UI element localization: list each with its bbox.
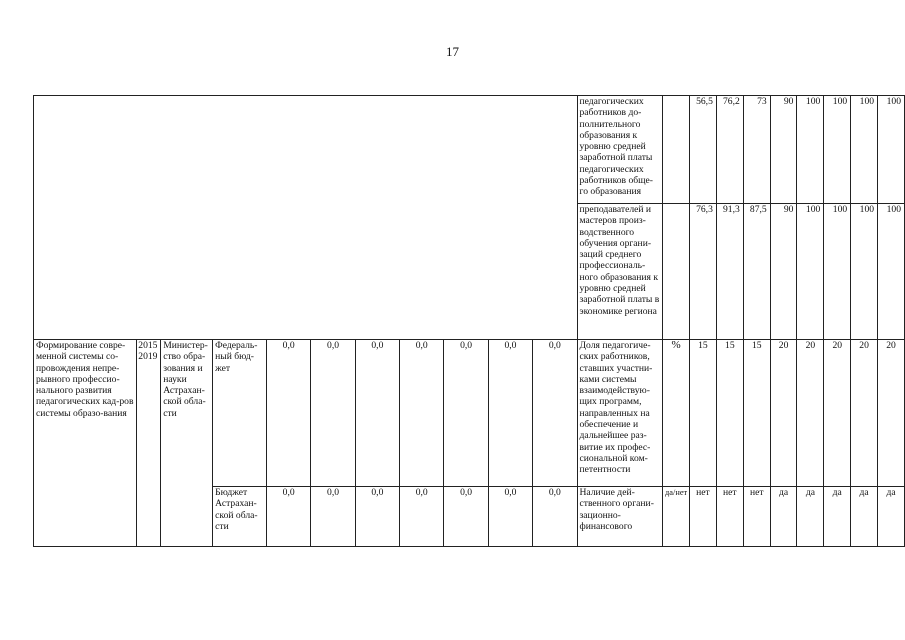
year-end: 2019 [138, 351, 158, 363]
table-row [34, 96, 905, 204]
table-row [34, 340, 905, 487]
funding-cell: 0,0 [444, 487, 488, 547]
value-cell: 20 [878, 340, 905, 487]
funding-cell: 0,0 [266, 487, 310, 547]
funding-cell: 0,0 [488, 487, 532, 547]
value-cell: да [824, 487, 851, 547]
period-cell [137, 340, 161, 547]
value-cell: 73 [743, 96, 770, 204]
value-cell: нет [716, 487, 743, 547]
value-cell: 15 [689, 340, 716, 487]
value-cell: 15 [743, 340, 770, 487]
unit-cell: % [663, 340, 690, 487]
funding-source-cell: Бюджет Астрахан-ской обла-сти [213, 487, 267, 547]
value-cell: 100 [878, 96, 905, 204]
value-cell: да [878, 487, 905, 547]
funding-cell: 0,0 [266, 340, 310, 487]
indicator-cell: преподавателей и мастеров произ-водственного обучения органи-заций среднего профессиональ-ного образования к уровню средней заработной платы в экономике региона [577, 204, 663, 340]
value-cell: 100 [824, 96, 851, 204]
funding-cell: 0,0 [311, 487, 355, 547]
page-number: 17 [446, 44, 459, 59]
value-cell: 90 [770, 204, 797, 340]
funding-cell: 0,0 [488, 340, 532, 487]
program-table [33, 95, 905, 547]
value-cell: да [770, 487, 797, 547]
indicator-cell: Доля педагогиче-ских работников, ставших участни-ками системы взаимодействую-щих программ, направленных на обеспечение и дальнейшее раз-витие их профес-сиональной ком-петентности [577, 340, 663, 487]
executor-cell: Министер-ство обра-зования и науки Астрахан-ской обла-сти [161, 340, 213, 547]
value-cell: 87,5 [743, 204, 770, 340]
value-cell: 15 [716, 340, 743, 487]
funding-cell: 0,0 [533, 487, 577, 547]
value-cell: 20 [770, 340, 797, 487]
indicator-cell: Наличие дей-ственного органи-зационно-финансового [577, 487, 663, 547]
value-cell: 100 [797, 96, 824, 204]
value-cell: 20 [851, 340, 878, 487]
value-cell: 20 [824, 340, 851, 487]
value-cell: да [851, 487, 878, 547]
value-cell: 56,5 [689, 96, 716, 204]
value-cell: 90 [770, 96, 797, 204]
funding-cell: 0,0 [355, 340, 399, 487]
unit-cell: да/нет [663, 487, 690, 547]
funding-source-cell: Федераль-ный бюд-жет [213, 340, 267, 487]
activity-cell: Формирование совре-менной системы со-провождения непре-рывного профессио-нального развития педагогических кад-ров системы образо-вания [34, 340, 137, 547]
unit-cell [663, 96, 690, 204]
value-cell: 20 [797, 340, 824, 487]
value-cell: 100 [878, 204, 905, 340]
funding-cell: 0,0 [311, 340, 355, 487]
unit-cell [663, 204, 690, 340]
value-cell: 76,2 [716, 96, 743, 204]
indicator-cell: педагогических работников до-полнительного образования к уровню средней заработной платы педагогических работников обще-го образования [577, 96, 663, 204]
funding-cell: 0,0 [400, 340, 444, 487]
value-cell: нет [689, 487, 716, 547]
value-cell: 100 [824, 204, 851, 340]
value-cell: да [797, 487, 824, 547]
continuation-blank-cell [34, 96, 578, 340]
value-cell: 100 [851, 96, 878, 204]
funding-cell: 0,0 [400, 487, 444, 547]
year-start: 2015 [138, 340, 158, 351]
value-cell: 91,3 [716, 204, 743, 340]
funding-cell: 0,0 [355, 487, 399, 547]
value-cell: нет [743, 487, 770, 547]
value-cell: 76,3 [689, 204, 716, 340]
value-cell: 100 [851, 204, 878, 340]
funding-cell: 0,0 [533, 340, 577, 487]
value-cell: 100 [797, 204, 824, 340]
funding-cell: 0,0 [444, 340, 488, 487]
